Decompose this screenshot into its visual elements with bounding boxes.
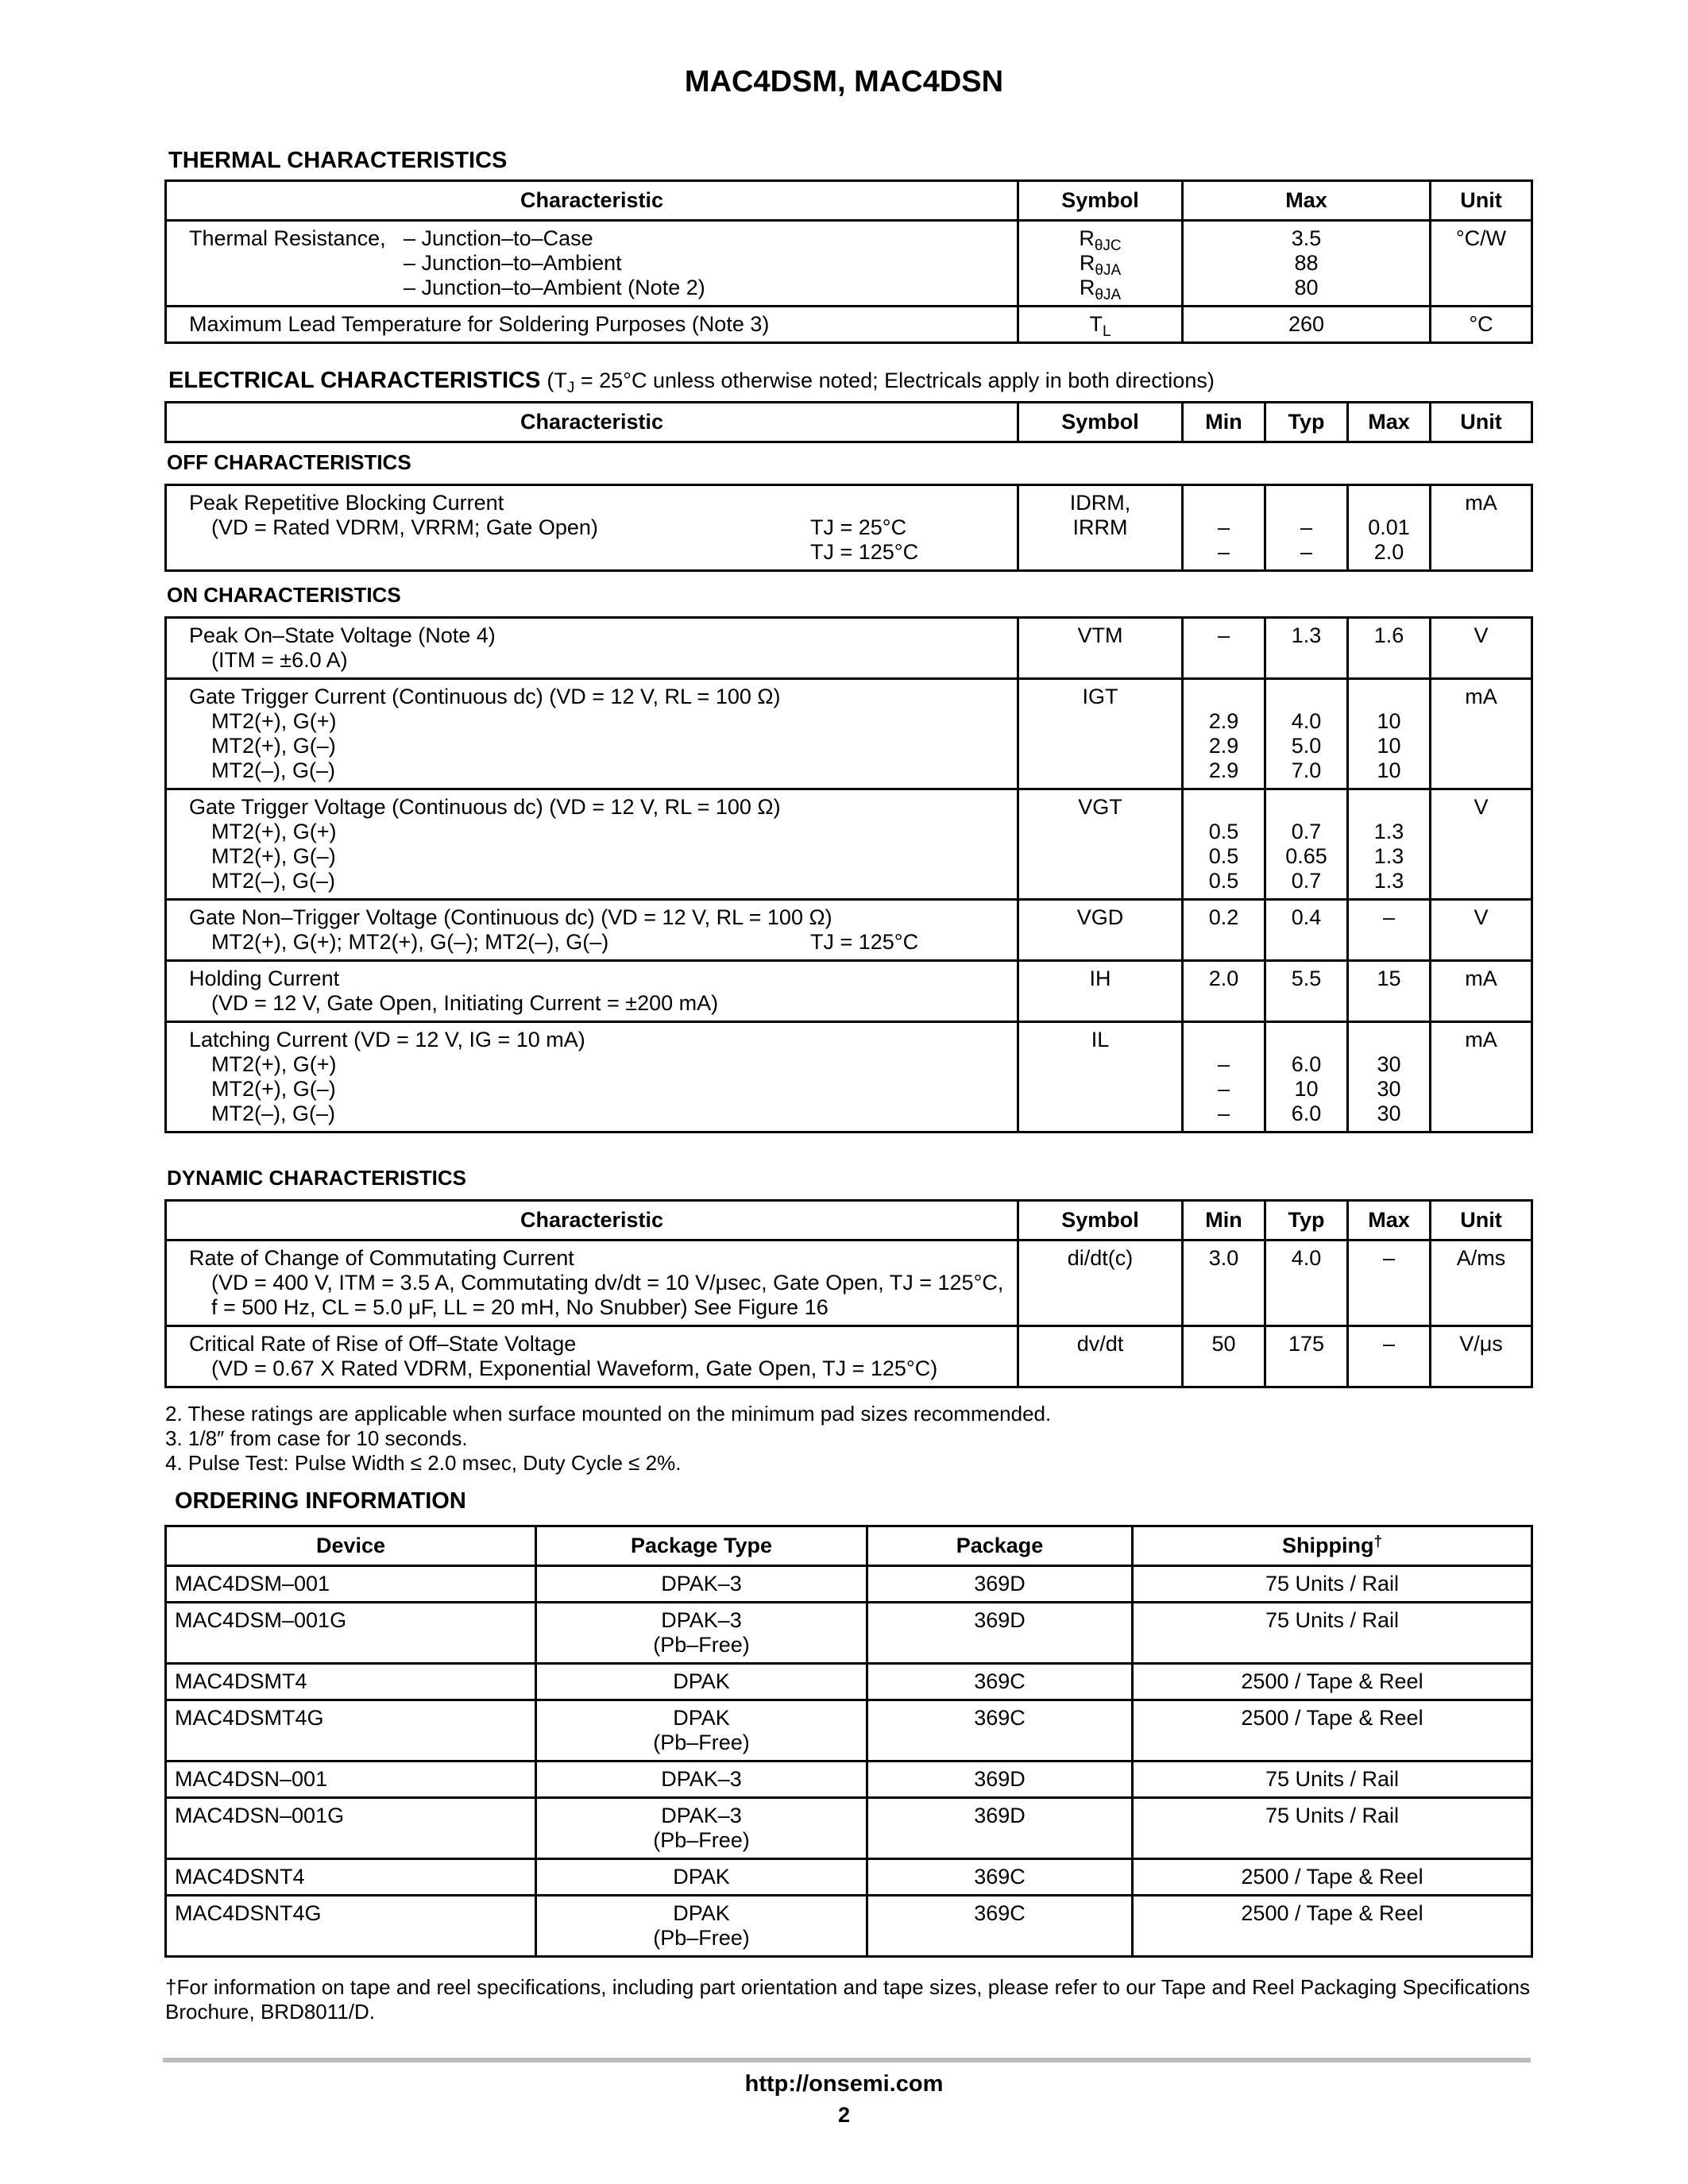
vtm-typ: 1.3: [1265, 618, 1348, 679]
symbol-base: R: [1079, 251, 1095, 275]
package-cell: 369D: [867, 1761, 1133, 1798]
table-row: [166, 1664, 1532, 1700]
igt-max: [1348, 679, 1431, 789]
device-cell: MAC4DSM–001G: [166, 1603, 536, 1664]
thermal-header-max: Max: [1183, 181, 1431, 221]
elec-header-characteristic: Characteristic: [166, 403, 1018, 442]
type-cell: [536, 1603, 867, 1664]
shipping-cell: 2500 / Tape & Reel: [1133, 1664, 1532, 1700]
shipping-cell: 2500 / Tape & Reel: [1133, 1859, 1532, 1896]
dvdt-min: 50: [1183, 1326, 1265, 1387]
shipping-cell: 75 Units / Rail: [1133, 1566, 1532, 1603]
vtm-condition: (ITM = ±6.0 A): [211, 648, 348, 672]
table-row: [166, 1566, 1532, 1603]
value: 6.0: [1291, 1052, 1322, 1076]
type-cell: [536, 1700, 867, 1761]
vgt-min: [1183, 789, 1265, 900]
didt-unit: A/ms: [1431, 1241, 1532, 1326]
note-sub: J: [566, 380, 575, 396]
note-item: 2. These ratings are applicable when surface mounted on the minimum pad sizes recommended.: [165, 1402, 1052, 1426]
igt-label: Gate Trigger Current (Continuous dc) (VD = 12 V, RL = 100 Ω): [189, 685, 781, 708]
type: DPAK–3: [661, 1608, 742, 1632]
thermal-line: – Junction–to–Ambient (Note 2): [404, 276, 705, 299]
dyn-header-characteristic: Characteristic: [166, 1201, 1018, 1241]
dvdt-unit: V/μs: [1431, 1326, 1532, 1387]
type-cell: [536, 1896, 867, 1957]
device-cell: MAC4DSM–001: [166, 1566, 536, 1603]
device-cell: MAC4DSN–001G: [166, 1798, 536, 1859]
didt-condition: (VD = 400 V, ITM = 3.5 A, Commutating dv/dt = 10 V/μsec, Gate Open, TJ = 125°C,: [211, 1271, 1004, 1295]
thermal-section-title: THERMAL CHARACTERISTICS: [168, 148, 508, 173]
table-row: [166, 1798, 1532, 1859]
ih-typ: 5.5: [1265, 961, 1348, 1022]
vgt-max: [1348, 789, 1431, 900]
value: –: [1217, 540, 1230, 564]
vgt-symbol: VGT: [1018, 789, 1183, 900]
package-cell: 369C: [867, 1700, 1133, 1761]
type: DPAK–3: [661, 1572, 742, 1596]
value: 1.3: [1373, 869, 1404, 893]
value: 0.01: [1368, 515, 1410, 539]
vtm-symbol: VTM: [1018, 618, 1183, 679]
didt-cell: [166, 1241, 1018, 1326]
il-cell: [166, 1022, 1018, 1133]
igt-unit: mA: [1431, 679, 1532, 789]
device-cell: MAC4DSNT4G: [166, 1896, 536, 1957]
electrical-note: [547, 369, 1215, 396]
lead-temp-unit: °C: [1431, 307, 1532, 343]
shipping-cell: 2500 / Tape & Reel: [1133, 1896, 1532, 1957]
pbfree: (Pb–Free): [653, 1731, 750, 1754]
vgt-row: MT2(–), G(–): [211, 869, 336, 893]
ord-header-device: Device: [166, 1526, 536, 1566]
type-cell: [536, 1664, 867, 1700]
value: 0.7: [1291, 869, 1322, 893]
value: 4.0: [1291, 709, 1322, 733]
package-cell: 369C: [867, 1896, 1133, 1957]
elec-header-min: Min: [1183, 403, 1265, 442]
value: 7.0: [1291, 758, 1322, 782]
value: –: [1217, 515, 1230, 539]
on-characteristics-title: ON CHARACTERISTICS: [167, 583, 401, 607]
package-cell: 369C: [867, 1859, 1133, 1896]
ordering-table: [164, 1525, 1533, 1958]
thermal-line: – Junction–to–Case: [404, 226, 593, 250]
table-row: [166, 1603, 1532, 1664]
lead-temp-label: Maximum Lead Temperature for Soldering Purposes (Note 3): [166, 307, 1018, 343]
elec-header-unit: Unit: [1431, 403, 1532, 442]
electrical-section-title: [168, 368, 1215, 394]
type-cell: [536, 1761, 867, 1798]
shipping-cell: 75 Units / Rail: [1133, 1798, 1532, 1859]
vgd-min: 0.2: [1183, 900, 1265, 961]
thermal-header-symbol: Symbol: [1018, 181, 1183, 221]
thermal-header-characteristic: Characteristic: [166, 181, 1018, 221]
vgd-symbol: VGD: [1018, 900, 1183, 961]
ord-header-package-type: Package Type: [536, 1526, 867, 1566]
symbol: IRRM: [1072, 515, 1128, 539]
value: 80: [1294, 276, 1319, 299]
igt-symbol: IGT: [1018, 679, 1183, 789]
ih-cell: [166, 961, 1018, 1022]
value: 2.9: [1208, 734, 1239, 758]
vtm-max: 1.6: [1348, 618, 1431, 679]
off-condition: (VD = Rated VDRM, VRRM; Gate Open): [211, 515, 598, 539]
shipping-cell: 75 Units / Rail: [1133, 1603, 1532, 1664]
off-characteristics-title: OFF CHARACTERISTICS: [167, 450, 411, 474]
value: 10: [1377, 758, 1401, 782]
didt-symbol: di/dt(c): [1018, 1241, 1183, 1326]
type-cell: [536, 1859, 867, 1896]
off-temp-2: TJ = 125°C: [810, 540, 919, 564]
vgt-row: MT2(+), G(+): [211, 820, 337, 843]
thermal-resistance-label: Thermal Resistance,: [189, 226, 386, 250]
vtm-unit: V: [1431, 618, 1532, 679]
value: 0.5: [1208, 820, 1239, 843]
value: 3.5: [1291, 226, 1322, 250]
symbol-sub: L: [1102, 323, 1111, 340]
type: DPAK: [673, 1669, 730, 1693]
value: 88: [1294, 251, 1319, 275]
value: 0.5: [1208, 844, 1239, 868]
thermal-line: – Junction–to–Ambient: [404, 251, 622, 275]
vgt-cell: [166, 789, 1018, 900]
dvdt-label: Critical Rate of Rise of Off–State Voltage: [189, 1332, 577, 1356]
dyn-header-min: Min: [1183, 1201, 1265, 1241]
symbol: IDRM,: [1069, 491, 1131, 515]
page-number: 2: [837, 2103, 851, 2127]
il-min: [1183, 1022, 1265, 1133]
thermal-resistance-unit: °C/W: [1431, 221, 1532, 307]
igt-row: MT2(+), G(–): [211, 734, 336, 758]
dynamic-characteristics-title: DYNAMIC CHARACTERISTICS: [167, 1166, 466, 1190]
dvdt-cell: [166, 1326, 1018, 1387]
package-cell: 369D: [867, 1566, 1133, 1603]
il-row: MT2(+), G(+): [211, 1052, 337, 1076]
lead-temp-symbol: [1018, 307, 1183, 343]
type: DPAK–3: [661, 1767, 742, 1791]
symbol-sub: θJA: [1095, 287, 1122, 303]
ih-min: 2.0: [1183, 961, 1265, 1022]
vgd-cell: [166, 900, 1018, 961]
value: –: [1217, 1102, 1230, 1125]
page-title: MAC4DSM, MAC4DSN: [684, 65, 1004, 98]
elec-header-symbol: Symbol: [1018, 403, 1183, 442]
device-cell: MAC4DSMT4G: [166, 1700, 536, 1761]
dyn-header-max: Max: [1348, 1201, 1431, 1241]
value: 1.3: [1373, 844, 1404, 868]
note-part: (T: [547, 369, 567, 392]
vgt-typ: [1265, 789, 1348, 900]
dyn-header-unit: Unit: [1431, 1201, 1532, 1241]
thermal-resistance-cell: [166, 221, 1018, 307]
value: 6.0: [1291, 1102, 1322, 1125]
package-cell: 369D: [867, 1603, 1133, 1664]
ordering-section-title: ORDERING INFORMATION: [175, 1488, 466, 1514]
value: –: [1300, 515, 1313, 539]
type: DPAK: [673, 1901, 730, 1925]
shipping-cell: 2500 / Tape & Reel: [1133, 1700, 1532, 1761]
elec-header-typ: Typ: [1265, 403, 1348, 442]
igt-row: MT2(+), G(+): [211, 709, 337, 733]
dyn-header-symbol: Symbol: [1018, 1201, 1183, 1241]
off-unit: mA: [1431, 485, 1532, 571]
didt-typ: 4.0: [1265, 1241, 1348, 1326]
value: 10: [1377, 734, 1401, 758]
didt-condition: f = 500 Hz, CL = 5.0 μF, LL = 20 mH, No Snubber) See Figure 16: [211, 1295, 829, 1319]
off-temp-1: TJ = 25°C: [810, 515, 907, 539]
package-cell: 369D: [867, 1798, 1133, 1859]
dvdt-max: –: [1348, 1326, 1431, 1387]
didt-max: –: [1348, 1241, 1431, 1326]
il-unit: mA: [1431, 1022, 1532, 1133]
type: DPAK–3: [661, 1804, 742, 1827]
off-label: Peak Repetitive Blocking Current: [189, 491, 504, 515]
on-characteristics-table: [164, 616, 1533, 1133]
value: 5.0: [1291, 734, 1322, 758]
value: 30: [1377, 1077, 1401, 1101]
off-max: [1348, 485, 1431, 571]
ordering-footnote: †For information on tape and reel specifications, including part orientation and tape sizes, please refer to our Tape and Reel Packaging Specifications Brochure, BRD8011/D.: [165, 1975, 1530, 2024]
note-item: 3. 1/8″ from case for 10 seconds.: [165, 1426, 468, 1450]
value: 2.9: [1208, 758, 1239, 782]
vgd-label: Gate Non–Trigger Voltage (Continuous dc) (VD = 12 V, RL = 100 Ω): [189, 905, 832, 929]
vgd-max: –: [1348, 900, 1431, 961]
thermal-table: [164, 179, 1533, 344]
device-cell: MAC4DSNT4: [166, 1859, 536, 1896]
ord-header-package: Package: [867, 1526, 1133, 1566]
value: 0.7: [1291, 820, 1322, 843]
vtm-min: –: [1183, 618, 1265, 679]
il-row: MT2(+), G(–): [211, 1077, 336, 1101]
note-item: 4. Pulse Test: Pulse Width ≤ 2.0 msec, Duty Cycle ≤ 2%.: [165, 1451, 682, 1475]
symbol-sub: θJA: [1095, 262, 1122, 279]
shipping-cell: 75 Units / Rail: [1133, 1761, 1532, 1798]
symbol-base: R: [1079, 276, 1095, 299]
footer-divider: [163, 2058, 1531, 2062]
type-cell: [536, 1798, 867, 1859]
electrical-header-table: [164, 401, 1533, 443]
didt-min: 3.0: [1183, 1241, 1265, 1326]
note-part: = 25°C unless otherwise noted; Electricals apply in both directions): [574, 369, 1215, 392]
value: 10: [1294, 1077, 1319, 1101]
il-symbol: IL: [1018, 1022, 1183, 1133]
thermal-resistance-values: [1183, 221, 1431, 307]
off-symbol: [1018, 485, 1183, 571]
value: 0.65: [1285, 844, 1327, 868]
elec-header-max: Max: [1348, 403, 1431, 442]
dvdt-symbol: dv/dt: [1018, 1326, 1183, 1387]
il-row: MT2(–), G(–): [211, 1102, 336, 1125]
vtm-cell: [166, 618, 1018, 679]
vgd-typ: 0.4: [1265, 900, 1348, 961]
value: 30: [1377, 1102, 1401, 1125]
ih-symbol: IH: [1018, 961, 1183, 1022]
table-row: [166, 1896, 1532, 1957]
value: 10: [1377, 709, 1401, 733]
off-typ: [1265, 485, 1348, 571]
dynamic-characteristics-table: [164, 1199, 1533, 1388]
vgd-temp: TJ = 125°C: [810, 930, 919, 954]
pbfree: (Pb–Free): [653, 1828, 750, 1852]
table-row: [166, 1761, 1532, 1798]
package-cell: 369C: [867, 1664, 1133, 1700]
ih-max: 15: [1348, 961, 1431, 1022]
vgd-unit: V: [1431, 900, 1532, 961]
il-label: Latching Current (VD = 12 V, IG = 10 mA): [189, 1028, 585, 1051]
table-row: [166, 1859, 1532, 1896]
igt-min: [1183, 679, 1265, 789]
value: 0.5: [1208, 869, 1239, 893]
table-row: [166, 1700, 1532, 1761]
type-cell: [536, 1566, 867, 1603]
thermal-header-unit: Unit: [1431, 181, 1532, 221]
vgt-unit: V: [1431, 789, 1532, 900]
igt-cell: [166, 679, 1018, 789]
igt-row: MT2(–), G(–): [211, 758, 336, 782]
symbol-base: R: [1079, 226, 1095, 250]
igt-typ: [1265, 679, 1348, 789]
type: DPAK: [673, 1706, 730, 1730]
ih-unit: mA: [1431, 961, 1532, 1022]
pbfree: (Pb–Free): [653, 1926, 750, 1950]
vgt-row: MT2(+), G(–): [211, 844, 336, 868]
il-max: [1348, 1022, 1431, 1133]
vtm-label: Peak On–State Voltage (Note 4): [189, 623, 496, 647]
vgd-condition: MT2(+), G(+); MT2(+), G(–); MT2(–), G(–): [211, 930, 609, 954]
device-cell: MAC4DSN–001: [166, 1761, 536, 1798]
il-typ: [1265, 1022, 1348, 1133]
type: DPAK: [673, 1865, 730, 1889]
ord-header-shipping: [1133, 1526, 1532, 1566]
value: 30: [1377, 1052, 1401, 1076]
value: 2.9: [1208, 709, 1239, 733]
thermal-resistance-symbols: [1018, 221, 1183, 307]
symbol-base: T: [1089, 312, 1103, 336]
didt-label: Rate of Change of Commutating Current: [189, 1246, 574, 1270]
off-min: [1183, 485, 1265, 571]
value: 2.0: [1373, 540, 1404, 564]
dvdt-condition: (VD = 0.67 X Rated VDRM, Exponential Waveform, Gate Open, TJ = 125°C): [211, 1356, 938, 1380]
value: 1.3: [1373, 820, 1404, 843]
pbfree: (Pb–Free): [653, 1633, 750, 1657]
ih-label: Holding Current: [189, 967, 340, 990]
value: –: [1300, 540, 1313, 564]
lead-temp-value: 260: [1183, 307, 1431, 343]
ih-condition: (VD = 12 V, Gate Open, Initiating Current = ±200 mA): [211, 991, 719, 1015]
shipping-label: Shipping: [1281, 1534, 1374, 1557]
electrical-title: ELECTRICAL CHARACTERISTICS: [168, 368, 541, 393]
device-cell: MAC4DSMT4: [166, 1664, 536, 1700]
symbol-sub: θJC: [1094, 237, 1122, 254]
dagger-mark: †: [1373, 1534, 1383, 1550]
vgt-label: Gate Trigger Voltage (Continuous dc) (VD = 12 V, RL = 100 Ω): [189, 795, 781, 819]
off-characteristics-table: [164, 484, 1533, 572]
footer-url[interactable]: http://onsemi.com: [744, 2071, 944, 2097]
dvdt-typ: 175: [1265, 1326, 1348, 1387]
dyn-header-typ: Typ: [1265, 1201, 1348, 1241]
value: –: [1217, 1052, 1230, 1076]
notes-list: [165, 1402, 1051, 1476]
value: –: [1217, 1077, 1230, 1101]
off-characteristic-cell: [166, 485, 1018, 571]
